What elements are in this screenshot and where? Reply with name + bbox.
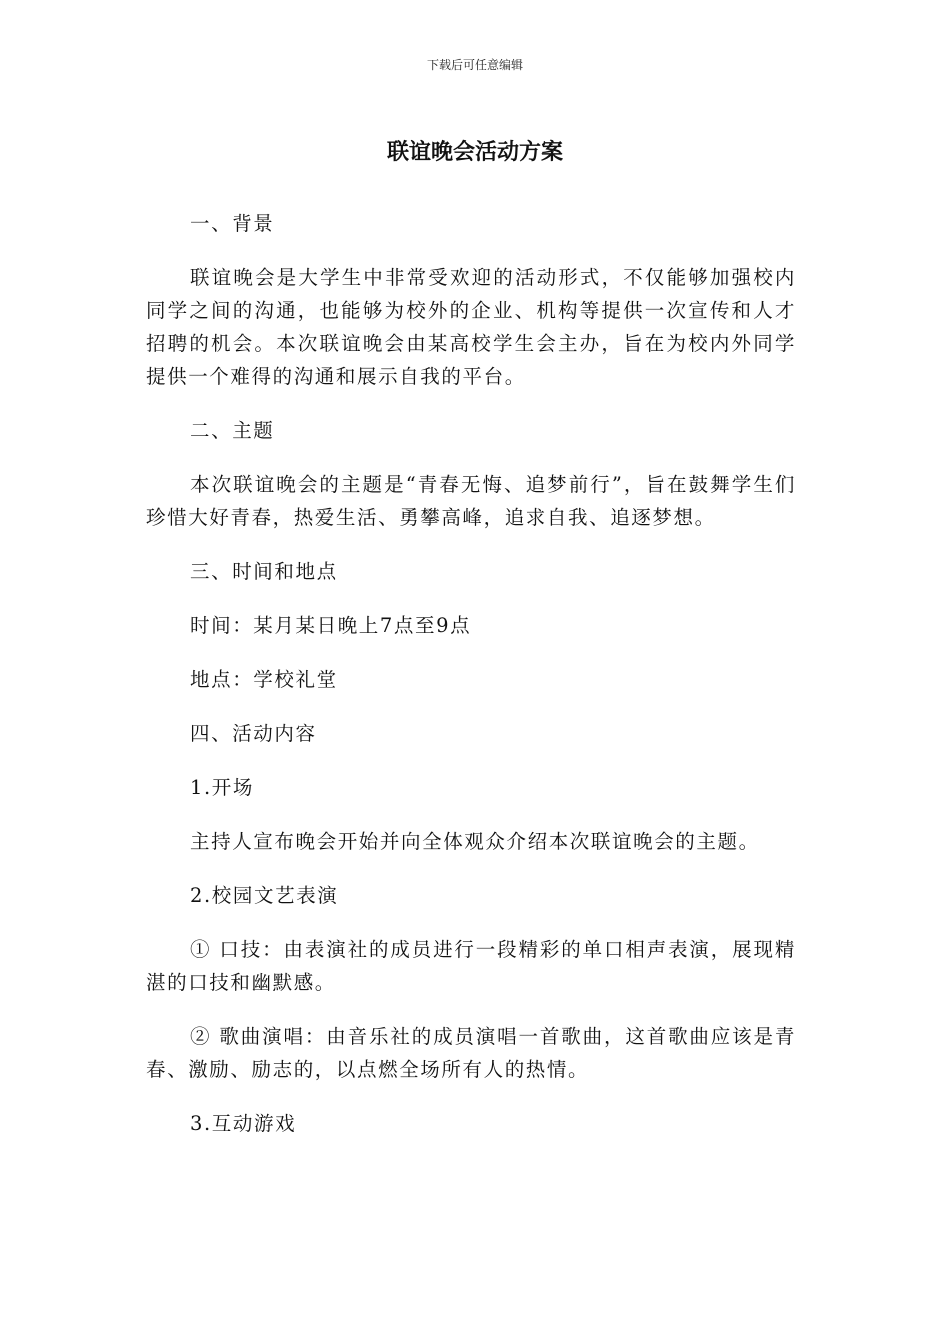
paragraph-place: 地点：学校礼堂 <box>190 668 338 691</box>
header-note: 下载后可任意编辑 <box>426 58 523 72</box>
section-heading-theme: 二、主题 <box>190 419 275 442</box>
paragraph-time: 时间：某月某日晚上7点至9点 <box>190 614 472 637</box>
list-item-singing: ② 歌曲演唱：由音乐社的成员演唱一首歌曲，这首歌曲应该是青春、激励、励志的，以点燃全场所有人的热情。 <box>146 1025 796 1081</box>
subheading-games: 3.互动游戏 <box>190 1112 297 1135</box>
document-body <box>146 207 796 1140</box>
section-heading-background: 一、背景 <box>190 212 275 235</box>
subheading-opening: 1.开场 <box>190 776 255 799</box>
list-item-oral-skills: ① 口技：由表演社的成员进行一段精彩的单口相声表演，展现精湛的口技和幽默感。 <box>146 938 796 994</box>
paragraph-opening: 主持人宣布晚会开始并向全体观众介绍本次联谊晚会的主题。 <box>190 830 760 853</box>
paragraph-theme: 本次联谊晚会的主题是“青春无悔、追梦前行”，旨在鼓舞学生们珍惜大好青春，热爱生活、勇攀高峰，追求自我、追逐梦想。 <box>146 473 796 529</box>
subheading-performance: 2.校园文艺表演 <box>190 884 339 907</box>
document-title: 联谊晚会活动方案 <box>386 140 563 165</box>
section-heading-content: 四、活动内容 <box>190 722 317 745</box>
section-heading-time-place: 三、时间和地点 <box>190 560 338 583</box>
paragraph-background: 联谊晚会是大学生中非常受欢迎的活动形式，不仅能够加强校内同学之间的沟通，也能够为校外的企业、机构等提供一次宣传和人才招聘的机会。本次联谊晚会由某高校学生会主办，旨在为校内外同学提供一个难得的沟通和展示自我的平台。 <box>146 266 796 388</box>
